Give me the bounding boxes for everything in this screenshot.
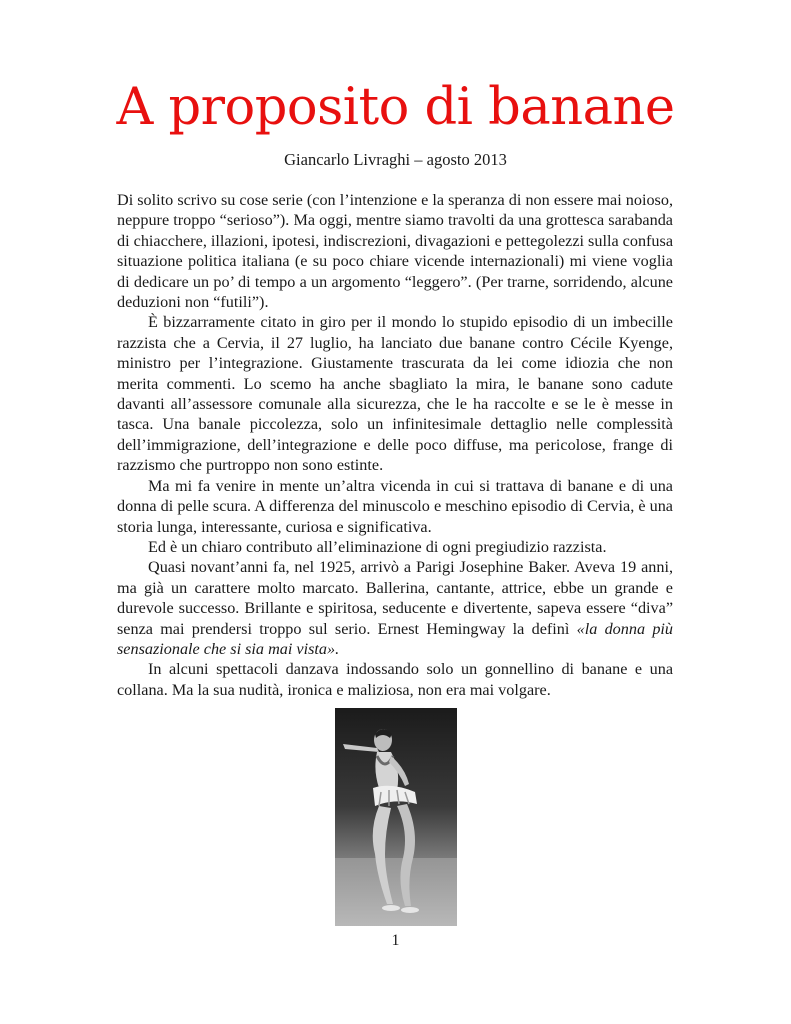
hemingway-quote: «la donna più sensazionale che si sia mai vista». (117, 619, 674, 658)
dancer-photo (335, 708, 457, 926)
paragraph-cervia: È bizzarramente citato in giro per il mondo lo stupido episodio di un imbecille razzista che a Cervia, il 27 luglio, ha lanciato due banane contro Cécile Kyenge, ministro per l’integrazione. Giustamente trascurata da lei come idiozia che non merita commenti. Lo scemo ha anche sbagliato la mira, le banane sono cadute davanti all’assessore comunale alla sicurezza, che le ha raccolte e se le è messe in tasca. Una banale piccolezza, solo un infinitesimale dettaglio nelle complessità dell’immigrazione, dell’integrazione e delle poco diffuse, ma pericolose, frange di razzismo che purtroppo non sono estinte. (117, 313, 673, 475)
page-title: A proposito di banane (116, 78, 675, 137)
paragraph-memory: Ma mi fa venire in mente un’altra vicenda in cui si trattava di banane e di una donna di pelle scura. A differenza del minuscolo e meschino episodio di Cervia, è una storia lunga, interessante, curiosa e significativa. (117, 476, 673, 536)
dancer-photo-illustration (335, 708, 457, 926)
paragraph-contribution: Ed è un chiaro contributo all’eliminazione di ogni pregiudizio razzista. (148, 537, 607, 556)
paragraph-josephine (117, 557, 673, 659)
page-number: 1 (391, 932, 400, 949)
paragraph-intro: Di solito scrivo su cose serie (con l’intenzione e la speranza di non essere mai noioso, neppure troppo “serioso”). Ma oggi, mentre siamo travolti da una grottesca sarabanda di chiacchere, illazioni, ipotesi, indiscrezioni, divagazioni e pettegolezzi sulla confusa situazione politica italiana (e su poco chiare vicende internazionali) mi viene voglia di dedicare un po’ di tempo a un argomento “leggero”. (Per trarne, sorridendo, alcune deduzioni non “futili”). (117, 191, 674, 312)
byline: Giancarlo Livraghi – agosto 2013 (284, 150, 507, 169)
article-body (117, 190, 673, 700)
paragraph-bananas: In alcuni spettacoli danzava indossando solo un gonnellino di banane e una collana. Ma la sua nudità, ironica e maliziosa, non era mai volgare. (117, 660, 673, 699)
paragraph-josephine-text: Quasi novant’anni fa, nel 1925, arrivò a Parigi Josephine Baker. Aveva 19 anni, ma già un carattere molto marcato. Ballerina, cantante, attrice, ebbe un grande e durevole successo. Brillante e spiritosa, seducente e divertente, sapeva essere “diva” senza mai prendersi troppo sul serio. Ernest Hemingway la definì (117, 558, 673, 638)
